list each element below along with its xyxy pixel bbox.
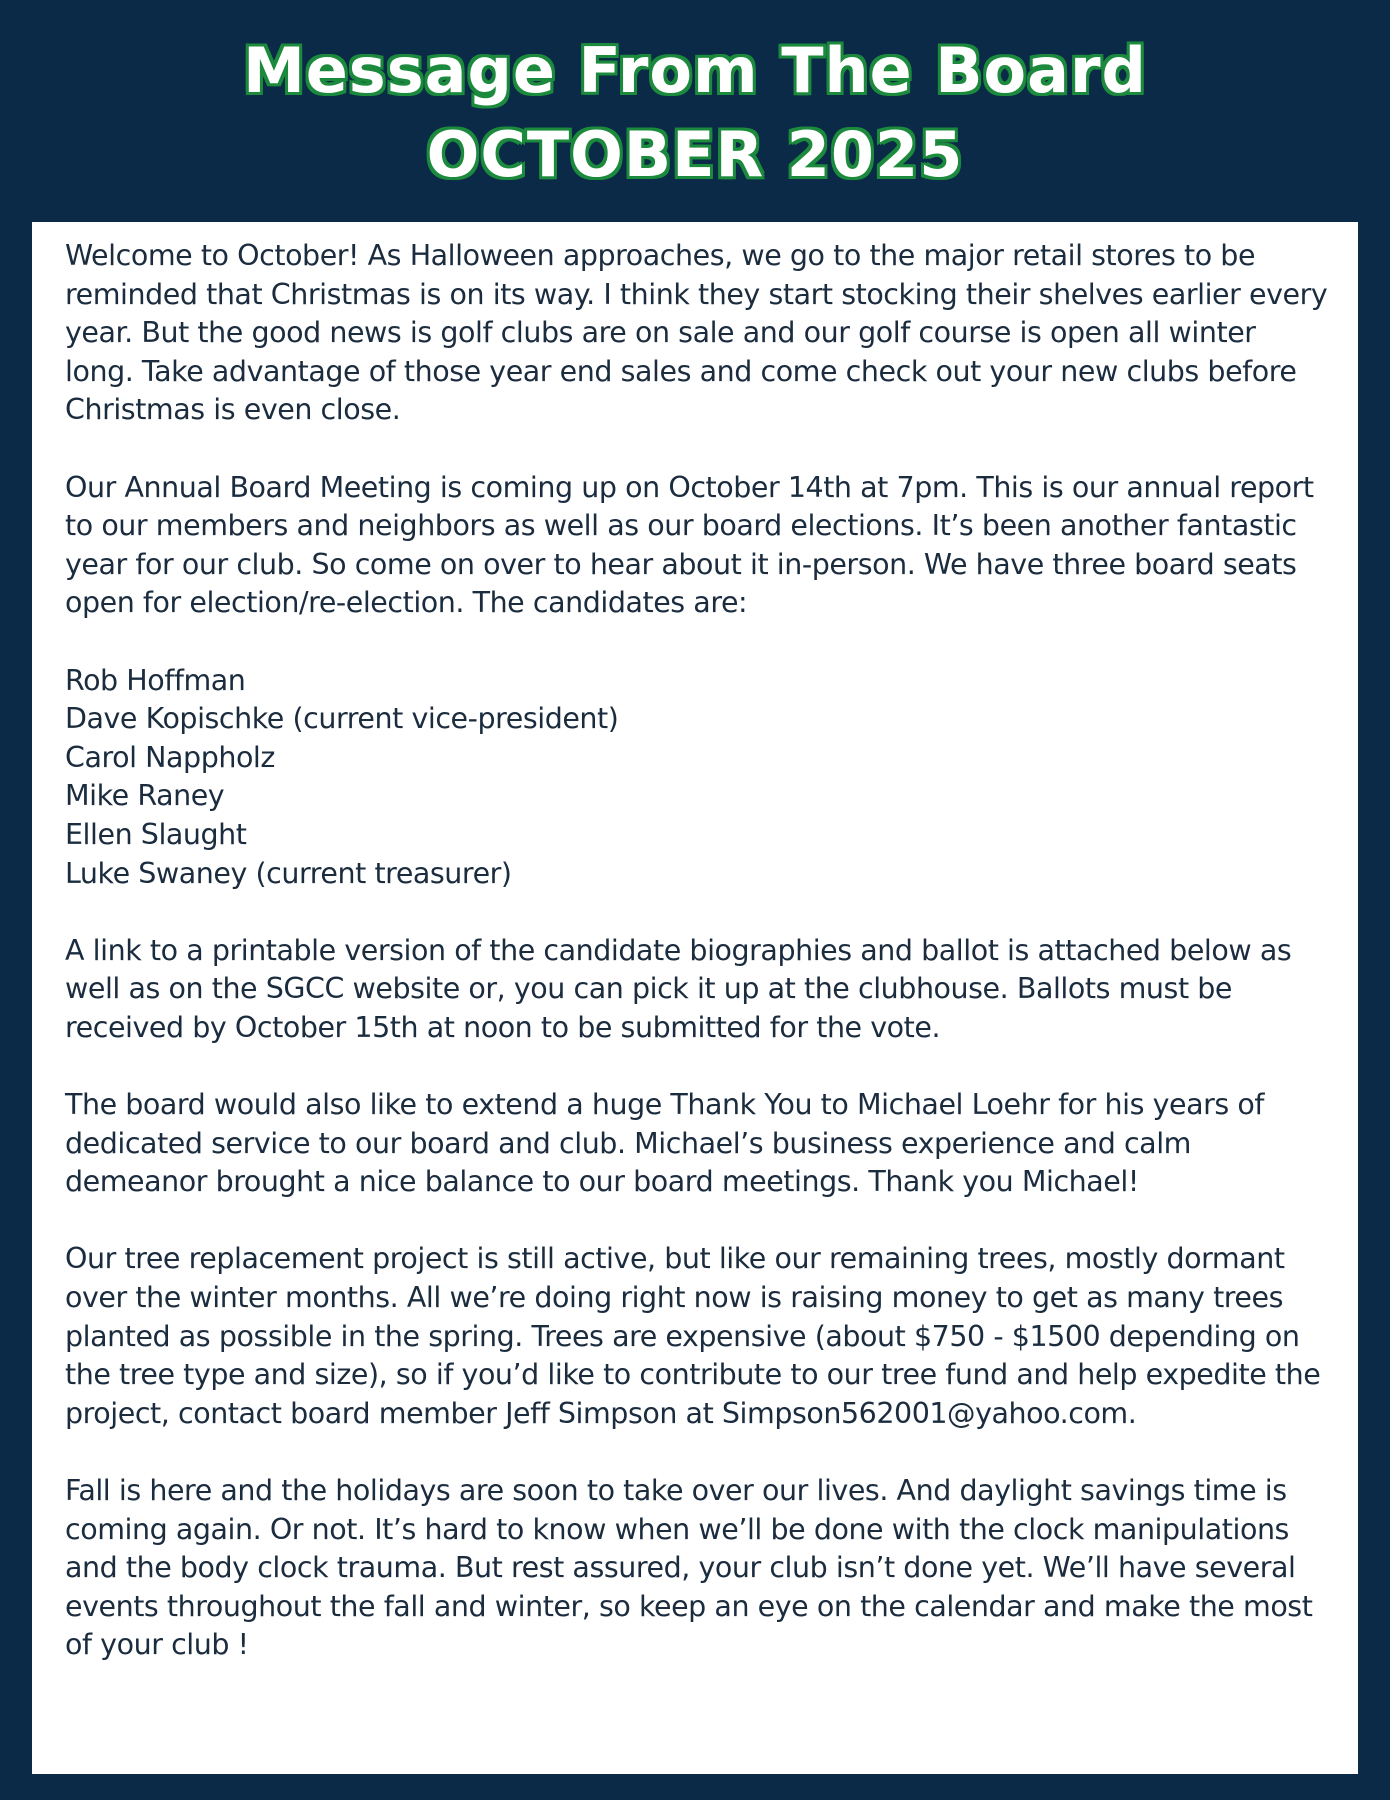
message-panel bbox=[32, 222, 1358, 1774]
candidate-list bbox=[65, 662, 1328, 894]
page-header bbox=[0, 0, 1390, 220]
paragraph-tree-project: Our tree replacement project is still active, but like our remaining trees, mostly dormant over the winter months. All we’re doing right now is raising money to get as many trees planted as possible in the spring. Trees are expensive (about $750 - $1500 depending on the tree type and size), so if you’d like to contribute to our tree fund and help expedite the project, contact board member Jeff Simpson at Simpson562001@yahoo.com. bbox=[65, 1242, 1321, 1430]
paragraph-annual-meeting: Our Annual Board Meeting is coming up on October 14th at 7pm. This is our annual report to our members and neighbors as well as our board elections. It’s been another fantastic year for our club. So come on over to hear about it in-person. We have three board seats open for election/re-election. The candidates are: bbox=[65, 470, 1314, 620]
page-title: Message From The Board bbox=[243, 34, 1147, 107]
list-item: Mike Raney bbox=[65, 779, 225, 813]
paragraph-fall: Fall is here and the holidays are soon to take over our lives. And daylight savings time is coming again. Or not. It’s hard to know when we’ll be done with the clock manipulations and the body clock trauma. But rest assured, your club isn’t done yet. We’ll have several events throughout the fall and winter, so keep an eye on the calendar and make the most of your club ! bbox=[65, 1474, 1313, 1662]
list-item: Luke Swaney (current treasurer) bbox=[65, 856, 512, 890]
paragraph-thank-you: The board would also like to extend a huge Thank You to Michael Loehr for his years of dedicated service to our board and club. Michael’s business experience and calm demeanor brought a nice balance to our board meetings. Thank you Michael! bbox=[65, 1088, 1264, 1199]
paragraph-ballot: A link to a printable version of the candidate biographies and ballot is attached below as well as on the SGCC website or, you can pick it up at the clubhouse. Ballots must be received by October 15th at noon to be submitted for the vote. bbox=[65, 933, 1292, 1044]
page-subtitle: OCTOBER 2025 bbox=[426, 118, 964, 191]
list-item: Rob Hoffman bbox=[65, 663, 246, 697]
paragraph-welcome: Welcome to October! As Halloween approaches, we go to the major retail stores to be reminded that Christmas is on its way. I think they start stocking their shelves earlier every year. But the good news is golf clubs are on sale and our golf course is open all winter long. Take advantage of those year end sales and come check out your new clubs before Christmas is even close. bbox=[65, 239, 1328, 427]
list-item: Dave Kopischke (current vice-president) bbox=[65, 702, 619, 736]
list-item: Ellen Slaught bbox=[65, 817, 247, 851]
message-body bbox=[65, 237, 1328, 1665]
list-item: Carol Nappholz bbox=[65, 740, 275, 774]
